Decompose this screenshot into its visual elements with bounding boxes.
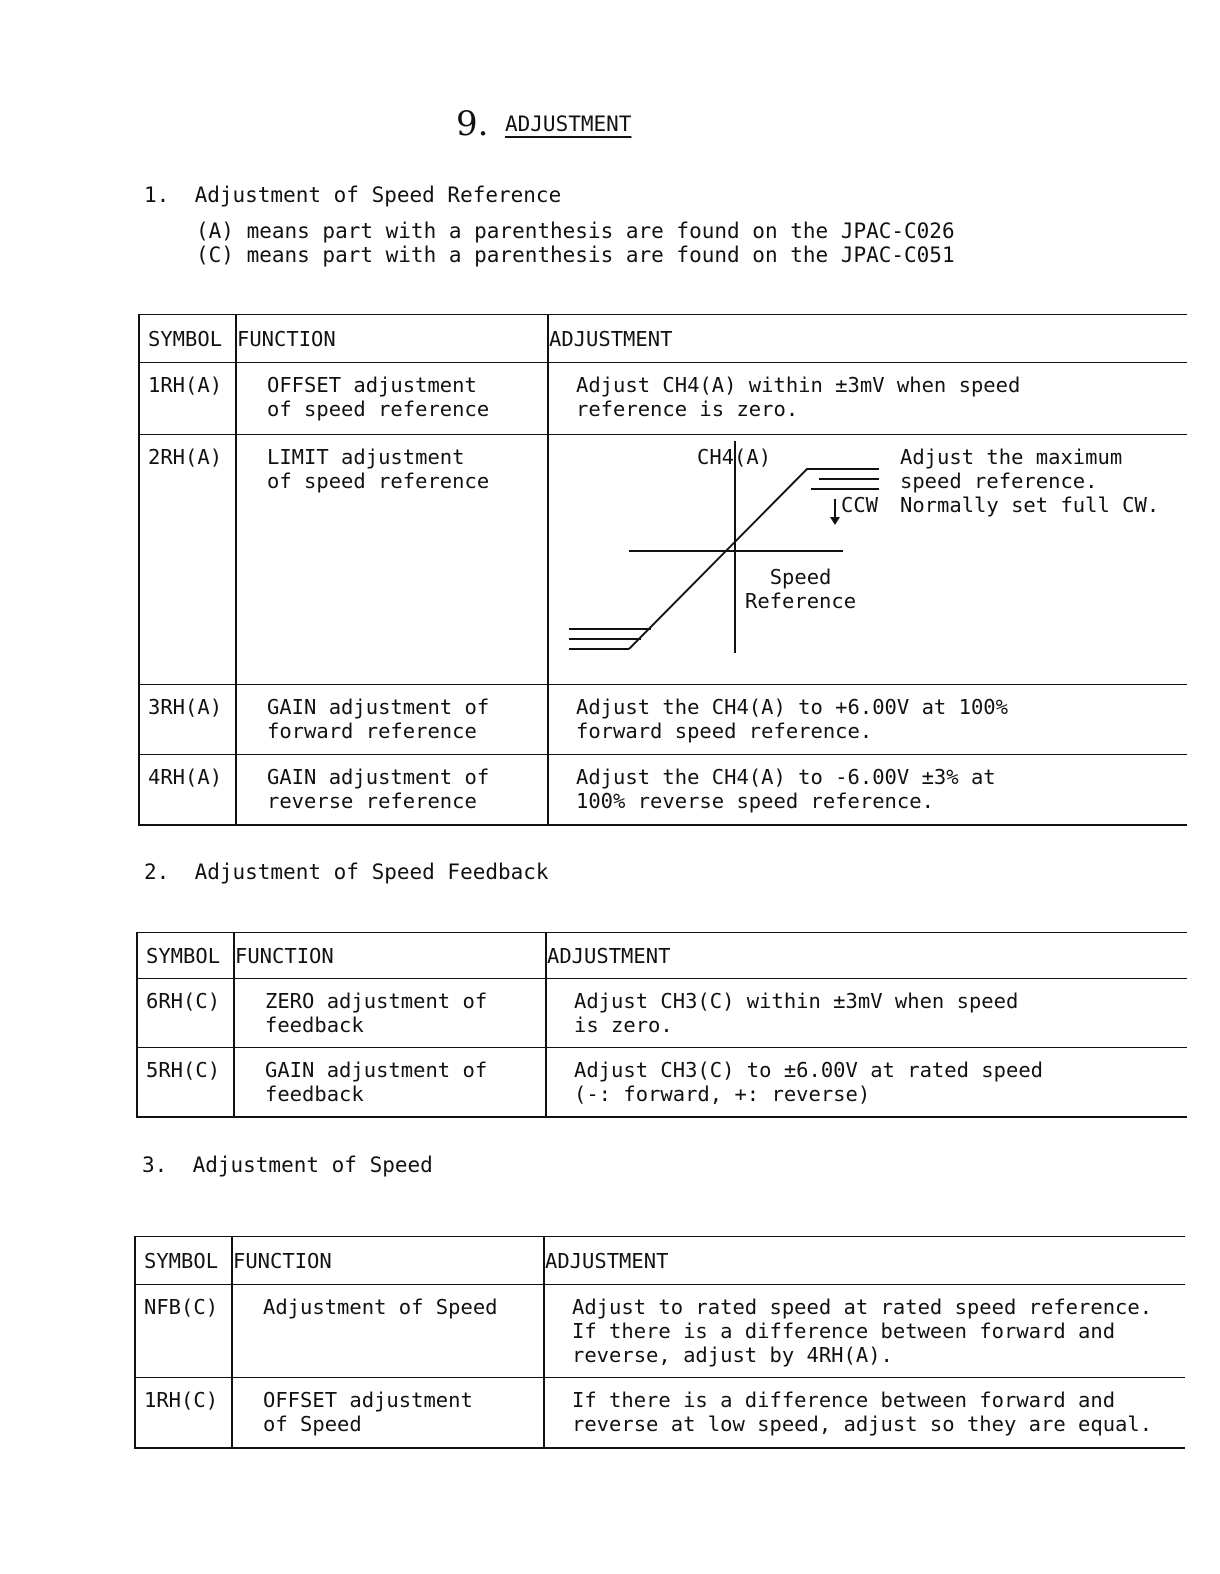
ccw-arrow-icon <box>830 517 840 525</box>
adjustment-cell: Adjust CH4(A) within ±3mV when speed reference is zero. <box>548 363 1187 435</box>
table-header-row <box>139 315 1187 363</box>
table-speed <box>134 1236 1185 1449</box>
symbol-cell: 5RH(C) <box>137 1048 234 1117</box>
header-symbol: SYMBOL <box>139 315 236 363</box>
symbol-cell: 6RH(C) <box>137 979 234 1048</box>
table-row <box>135 1285 1185 1378</box>
function-cell: Adjustment of Speed <box>232 1285 544 1378</box>
table-row <box>139 435 1187 685</box>
symbol-cell: 1RH(A) <box>139 363 236 435</box>
function-cell: GAIN adjustment of reverse reference <box>236 755 548 825</box>
diagram-y-label: CH4(A) <box>697 445 772 469</box>
symbol-cell: 1RH(C) <box>135 1378 232 1448</box>
table-speed-feedback <box>136 932 1187 1118</box>
adjustment-cell: Adjust the CH4(A) to -6.00V ±3% at 100% reverse speed reference. <box>548 755 1187 825</box>
adjustment-cell: Adjust to rated speed at rated speed reference. If there is a difference between forward and reverse, adjust by 4RH(A). <box>544 1285 1185 1378</box>
symbol-cell: 2RH(A) <box>139 435 236 685</box>
adjustment-cell: Adjust CH3(C) to ±6.00V at rated speed (-: forward, +: reverse) <box>546 1048 1187 1117</box>
table-row <box>135 1378 1185 1448</box>
note-c: (C) means part with a parenthesis are found on the JPAC-C051 <box>196 243 955 267</box>
function-cell: LIMIT adjustment of speed reference <box>236 435 548 685</box>
header-adjustment: ADJUSTMENT <box>546 933 1187 979</box>
adjustment-cell: If there is a difference between forward and reverse at low speed, adjust so they are equal. <box>544 1378 1185 1448</box>
table-row <box>137 979 1187 1048</box>
table-header-row <box>137 933 1187 979</box>
function-cell: OFFSET adjustment of Speed <box>232 1378 544 1448</box>
function-cell: GAIN adjustment of feedback <box>234 1048 546 1117</box>
section-3-heading: 3. Adjustment of Speed <box>142 1153 433 1177</box>
symbol-cell: 4RH(A) <box>139 755 236 825</box>
table-row <box>139 685 1187 755</box>
note-a: (A) means part with a parenthesis are found on the JPAC-C026 <box>196 219 955 243</box>
page-number: 9. <box>456 104 489 144</box>
limit-diagram-cell <box>548 435 1187 685</box>
section-1-heading: 1. Adjustment of Speed Reference <box>144 183 562 207</box>
symbol-cell: NFB(C) <box>135 1285 232 1378</box>
header-symbol: SYMBOL <box>135 1237 232 1285</box>
header-adjustment: ADJUSTMENT <box>548 315 1187 363</box>
table-row <box>139 755 1187 825</box>
diagram-ccw-label: CCW <box>841 493 879 517</box>
page-title: ADJUSTMENT <box>505 112 632 136</box>
header-adjustment: ADJUSTMENT <box>544 1237 1185 1285</box>
header-symbol: SYMBOL <box>137 933 234 979</box>
table-speed-reference <box>138 314 1187 826</box>
adjustment-cell: Adjust the CH4(A) to +6.00V at 100% forward speed reference. <box>548 685 1187 755</box>
table-header-row <box>135 1237 1185 1285</box>
section-2-heading: 2. Adjustment of Speed Feedback <box>144 860 549 884</box>
table-row <box>137 1048 1187 1117</box>
header-function: FUNCTION <box>232 1237 544 1285</box>
header-function: FUNCTION <box>234 933 546 979</box>
adjustment-cell: Adjust CH3(C) within ±3mV when speed is zero. <box>546 979 1187 1048</box>
symbol-cell: 3RH(A) <box>139 685 236 755</box>
function-cell: OFFSET adjustment of speed reference <box>236 363 548 435</box>
table-row <box>139 363 1187 435</box>
header-function: FUNCTION <box>236 315 548 363</box>
adjustment-cell: Adjust the maximum speed reference. Normally set full CW. <box>900 445 1160 517</box>
function-cell: GAIN adjustment of forward reference <box>236 685 548 755</box>
function-cell: ZERO adjustment of feedback <box>234 979 546 1048</box>
diagram-x-label: Speed Reference <box>745 565 857 613</box>
